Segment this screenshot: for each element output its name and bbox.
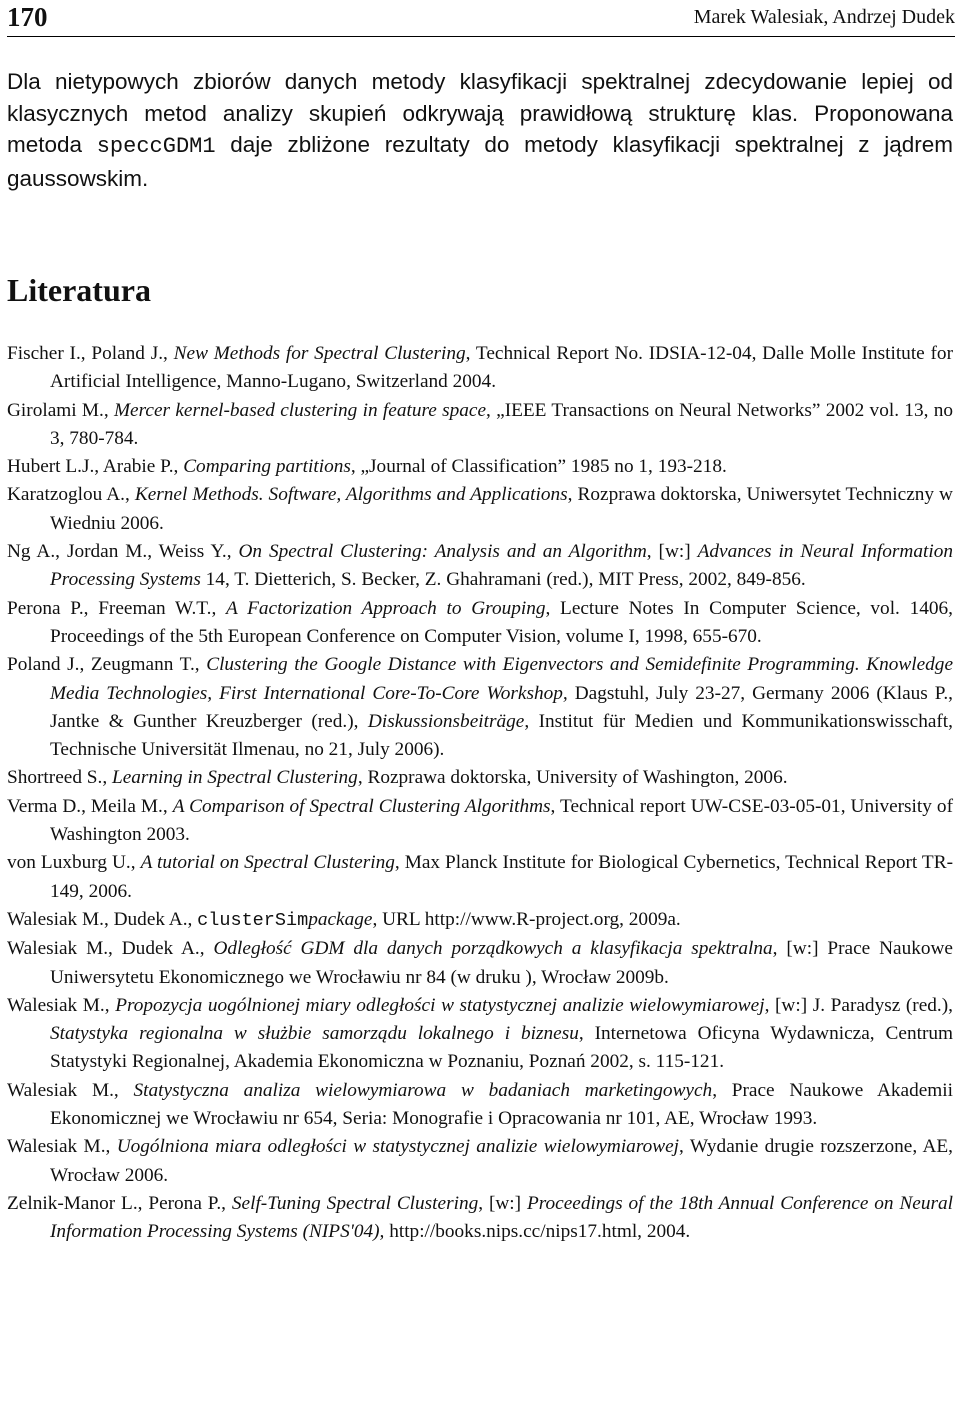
reference-item: [7, 538, 953, 595]
reference-item: [7, 595, 953, 652]
ref-title: Kernel Methods. Software, Algorithms and Applications: [134, 484, 568, 506]
ref-details-2: , Institut für Medien und Kommunikationswisschaft, Technische Universität Ilmenau, no 21, July 2006).: [50, 710, 953, 761]
reference-item: [7, 651, 953, 764]
ref-container-title: Diskussionsbeiträge: [367, 710, 525, 732]
reference-item: [7, 340, 953, 397]
ref-details: , Technical Report No. IDSIA-12-04, Dalle Molle Institute for Artificial Intelligence, Manno-Lugano, Switzerland 2004.: [50, 343, 953, 393]
ref-title: A Factorization Approach to Grouping: [225, 597, 546, 619]
reference-item: [7, 1133, 953, 1190]
ref-authors: Verma D., Meila M.,: [7, 795, 173, 817]
ref-title: Self-Tuning Spectral Clustering: [231, 1192, 479, 1214]
reference-item: [7, 481, 953, 538]
ref-authors: Walesiak M., Dudek A.,: [7, 938, 214, 960]
reference-item: [7, 793, 953, 850]
ref-details: , „Journal of Classification” 1985 no 1, 193-218.: [350, 456, 727, 478]
ref-title: Learning in Spectral Clustering: [111, 767, 358, 789]
ref-details: , Wydanie drugie rozszerzone, AE, Wrocław 2006.: [50, 1136, 953, 1186]
ref-authors: Girolami M.,: [7, 399, 114, 421]
ref-title: A tutorial on Spectral Clustering: [140, 852, 395, 874]
intro-text-1: Dla nietypowych zbiorów danych metody klasyfikacji spektralnej zdecydowanie lepiej od klasycznych metod analizy skupień odkrywają prawidłową strukturę klas. Proponowana metoda: [7, 69, 953, 157]
reference-list: [7, 340, 953, 1247]
ref-authors: Zelnik-Manor L., Perona P.,: [7, 1192, 232, 1214]
running-header-authors: Marek Walesiak, Andrzej Dudek: [693, 6, 955, 28]
reference-item: [7, 935, 953, 992]
ref-details-2: http://books.nips.cc/nips17.html, 2004.: [384, 1221, 691, 1243]
ref-title: A Comparison of Spectral Clustering Algorithms: [172, 795, 551, 817]
ref-authors: Shortreed S.,: [7, 767, 112, 789]
ref-authors: von Luxburg U.,: [7, 852, 141, 874]
ref-details: , URL http://www.R-project.org, 2009a.: [372, 908, 681, 930]
ref-title: Odległość GDM dla danych porządkowych a klasyfikacja spektralna: [213, 938, 773, 960]
reference-item: [7, 764, 953, 792]
ref-details: , [w:]: [646, 541, 698, 563]
ref-details: , Rozprawa doktorska, Uniwersytet Techniczny w Wiedniu 2006.: [50, 484, 953, 534]
intro-code: speccGDM1: [96, 134, 216, 159]
ref-details: , Lecture Notes In Computer Science, vol. 1406, Proceedings of the 5th European Conference on Computer Vision, volume I, 1998, 655-670.: [50, 597, 953, 647]
ref-authors: Hubert L.J., Arabie P.,: [7, 456, 184, 478]
reference-item: [7, 453, 953, 481]
reference-item: [7, 992, 953, 1077]
ref-container-title: Advances in Neural Information Processing Systems: [50, 541, 953, 591]
ref-title: On Spectral Clustering: Analysis and an Algorithm: [238, 541, 647, 563]
ref-title: Clustering the Google Distance with Eigenvectors and Semidefinite Programming. Knowledge Media Technologies, First International Core-To-Core Workshop,: [50, 654, 954, 704]
ref-details-2: 14, T. Dietterich, S. Becker, Z. Ghahramani (red.), MIT Press, 2002, 849-856.: [200, 569, 806, 591]
section-title: Literatura: [7, 272, 151, 308]
ref-authors: Ng A., Jordan M., Weiss Y.,: [7, 541, 239, 563]
page-number: 170: [7, 2, 48, 32]
ref-title: Propozycja uogólnionej miary odległości w statystycznej analizie wielowymiarowej: [115, 994, 765, 1016]
reference-item: [7, 1077, 953, 1134]
ref-details: , [w:]: [478, 1192, 527, 1214]
ref-details: , [w:] J. Paradysz (red.),: [764, 994, 953, 1016]
ref-container-title: Proceedings of the 18th Annual Conference on Neural Information Processing Systems (NIPS'04),: [50, 1192, 953, 1243]
running-header: [7, 0, 955, 37]
ref-details: , „IEEE Transactions on Neural Networks” 2002 vol. 13, no 3, 780-784.: [50, 399, 953, 449]
ref-authors: Walesiak M.,: [7, 1136, 117, 1158]
reference-item: [7, 397, 953, 454]
ref-title: New Methods for Spectral Clustering: [173, 343, 466, 364]
intro-paragraph: [7, 66, 953, 194]
ref-authors: Poland J., Zeugmann T.,: [7, 654, 207, 676]
ref-details: , Max Planck Institute for Biological Cybernetics, Technical Report TR-149, 2006.: [50, 852, 953, 902]
ref-title: package: [308, 908, 373, 930]
ref-details: Dagstuhl, July 23-27, Germany 2006 (Klaus P., Jantke & Gunther Kreuzberger (red.),: [50, 682, 953, 732]
ref-details: , Technical report UW-CSE-03-05-01, University of Washington 2003.: [50, 795, 953, 846]
ref-details: , Prace Naukowe Akademii Ekonomicznej we Wrocławiu nr 654, Seria: Monografie i Opracowania nr 101, AE, Wrocław 1993.: [50, 1079, 953, 1130]
ref-details: , [w:] Prace Naukowe Uniwersytetu Ekonomicznego we Wrocławiu nr 84 (w druku ), Wrocław 2009b.: [50, 938, 953, 988]
reference-item: [7, 1190, 953, 1247]
ref-details-2: , Internetowa Oficyna Wydawnicza, Centrum Statystyki Regionalnej, Akademia Ekonomiczna w Poznaniu, Poznań 2002, s. 115-121.: [50, 1023, 954, 1073]
reference-item: [7, 849, 953, 906]
ref-authors: Fischer I., Poland J.,: [7, 343, 174, 364]
ref-title: Statystyczna analiza wielowymiarowa w badaniach marketingowych: [133, 1079, 713, 1101]
ref-authors: Perona P., Freeman W.T.,: [7, 597, 226, 619]
intro-text-2: daje zbliżone rezultaty do metody klasyfikacji spektralnej z jądrem gaussowskim.: [7, 132, 953, 191]
ref-authors: Walesiak M., Dudek A.,: [7, 908, 198, 930]
ref-package-name: clusterSim: [197, 909, 309, 931]
ref-details: , Rozprawa doktorska, University of Washington, 2006.: [357, 767, 788, 789]
ref-title: Uogólniona miara odległości w statystycznej analizie wielowymiarowej: [116, 1136, 680, 1158]
ref-authors: Karatzoglou A.,: [7, 484, 135, 506]
ref-title: Comparing partitions: [183, 456, 351, 478]
ref-title: Mercer kernel-based clustering in feature space: [114, 399, 487, 421]
ref-container-title: Statystyka regionalna w służbie samorządu lokalnego i biznesu: [50, 1023, 579, 1045]
ref-authors: Walesiak M.,: [7, 994, 116, 1016]
reference-item: [7, 906, 953, 935]
ref-authors: Walesiak M.,: [7, 1079, 134, 1101]
